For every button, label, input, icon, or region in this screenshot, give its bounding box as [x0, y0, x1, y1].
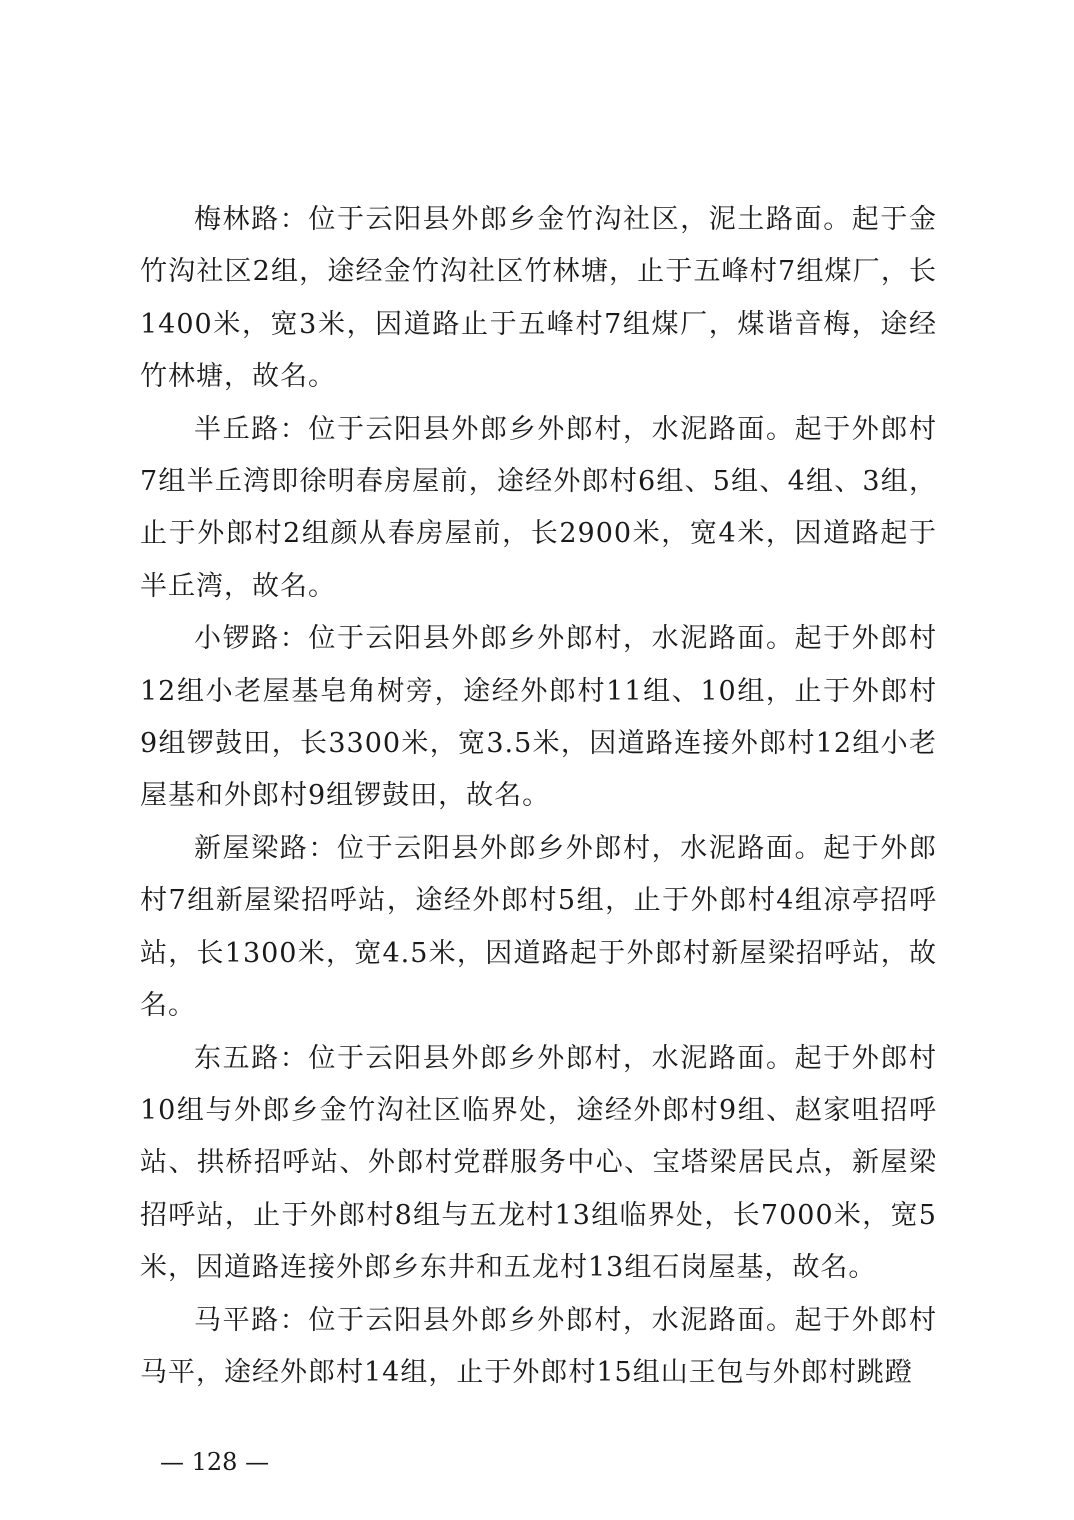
paragraph-dongwu-road: 东五路：位于云阳县外郎乡外郎村，水泥路面。起于外郎村10组与外郎乡金竹沟社区临界处，途经外郎村9组、赵家咀招呼站、拱桥招呼站、外郎村党群服务中心、宝塔梁居民点，新屋梁招呼站，止于外郎村8组与五龙村13组临界处，长7000米，宽5米，因道路连接外郎乡东井和五龙村13组石岗屋基，故名。: [140, 1042, 937, 1284]
paragraph-xinwuliang-road: 新屋梁路：位于云阳县外郎乡外郎村，水泥路面。起于外郎村7组新屋梁招呼站，途经外郎村5组，止于外郎村4组凉亭招呼站，长1300米，宽4.5米，因道路起于外郎村新屋梁招呼站，故名。: [140, 832, 937, 1022]
page-number: — 128 —: [160, 1448, 270, 1476]
paragraph-meilin-road: 梅林路：位于云阳县外郎乡金竹沟社区，泥土路面。起于金竹沟社区2组，途经金竹沟社区竹林塘，止于五峰村7组煤厂，长1400米，宽3米，因道路止于五峰村7组煤厂，煤谐音梅，途经竹林塘，故名。: [140, 204, 937, 393]
document-body: [140, 194, 937, 1399]
paragraph-maping-road: 马平路：位于云阳县外郎乡外郎村，水泥路面。起于外郎村马平，途经外郎村14组，止于外郎村15组山王包与外郎村跳蹬: [140, 1304, 937, 1388]
paragraph-xiaoluo-road: 小锣路：位于云阳县外郎乡外郎村，水泥路面。起于外郎村12组小老屋基皂角树旁，途经外郎村11组、10组，止于外郎村9组锣鼓田，长3300米，宽3.5米，因道路连接外郎村12组小老屋基和外郎村9组锣鼓田，故名。: [140, 623, 937, 812]
paragraph-banqiu-road: 半丘路：位于云阳县外郎乡外郎村，水泥路面。起于外郎村7组半丘湾即徐明春房屋前，途经外郎村6组、5组、4组、3组，止于外郎村2组颜从春房屋前，长2900米，宽4米，因道路起于半丘湾，故名。: [140, 413, 937, 602]
